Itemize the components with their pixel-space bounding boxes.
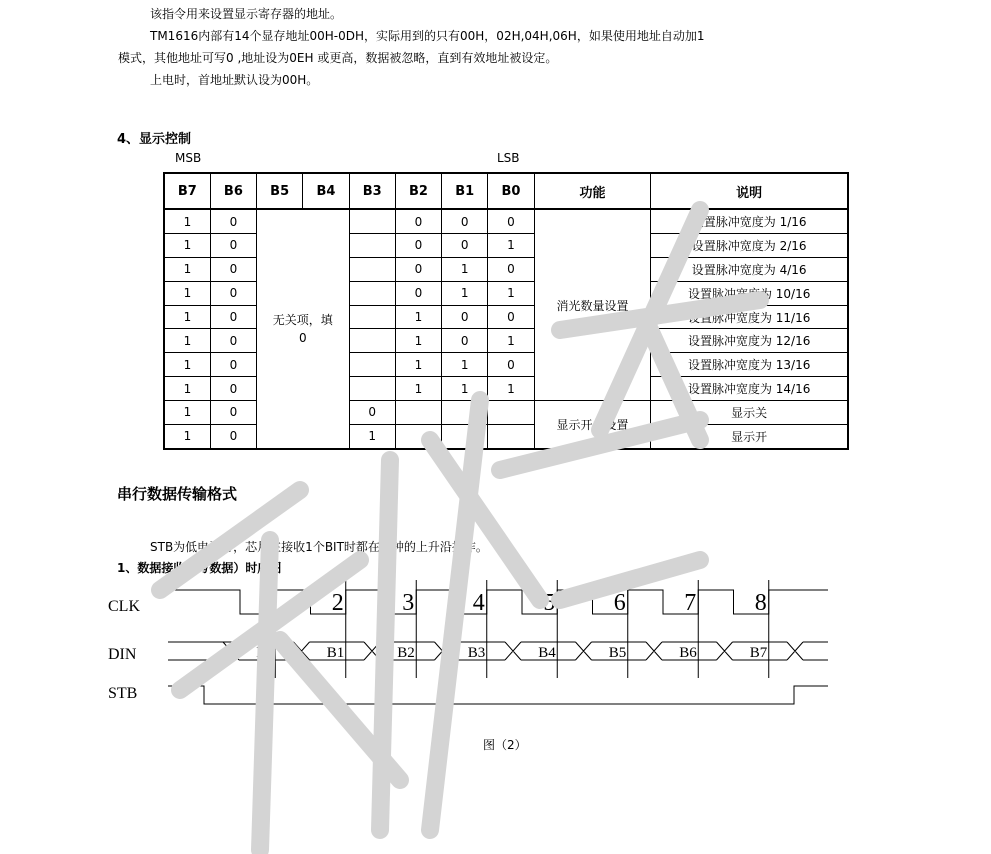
section-title-display-control: 4、显示控制 — [117, 132, 192, 147]
serial-description: STB为低电平时，芯片在接收1个BIT时都在时钟的上升沿操作。 — [150, 540, 488, 554]
cell-b0: 1 — [488, 329, 534, 353]
cell-b6: 0 — [210, 329, 256, 353]
cell-b7: 1 — [164, 281, 210, 305]
din-bit-label: B1 — [326, 645, 345, 661]
cell-b0: 1 — [488, 281, 534, 305]
din-bits — [256, 645, 768, 661]
cell-b0: 0 — [488, 209, 534, 234]
cell-b1: 1 — [442, 377, 488, 401]
clk-number: 4 — [472, 590, 485, 616]
cell-desc: 设置脉冲宽度为 1/16 — [651, 209, 848, 234]
cell-b2: 0 — [395, 257, 441, 281]
din-bit-label: B0 — [256, 645, 274, 661]
din-bit-label: B7 — [749, 645, 768, 661]
table-header-row — [164, 173, 848, 209]
cell-b2: 1 — [395, 329, 441, 353]
paragraph-4: 上电时，首地址默认设为00H。 — [150, 73, 319, 87]
cell-b1: 0 — [442, 329, 488, 353]
cell-b2: 1 — [395, 377, 441, 401]
dontcare-text: 无关项，填 0 — [272, 313, 333, 345]
cell-b2: 1 — [395, 305, 441, 329]
cell-b1: 0 — [442, 305, 488, 329]
header-cell: B5 — [257, 173, 303, 209]
paragraph-1: 该指令用来设置显示寄存器的地址。 — [150, 7, 343, 21]
din-label: DIN — [108, 646, 137, 663]
cell-b7: 1 — [164, 424, 210, 449]
cell-b7: 1 — [164, 305, 210, 329]
cell-b0: 0 — [488, 353, 534, 377]
cell-b7: 1 — [164, 401, 210, 425]
header-cell: B2 — [395, 173, 441, 209]
clk-number: 7 — [684, 590, 697, 616]
cell-b7: 1 — [164, 209, 210, 234]
cell-desc: 设置脉冲宽度为 10/16 — [651, 281, 848, 305]
paragraph-3: 模式，其他地址可写0 ,地址设为0EH 或更高，数据被忽略，直到有效地址被设定。 — [118, 51, 558, 65]
cell-b1: 1 — [442, 281, 488, 305]
cell-b0: 0 — [488, 305, 534, 329]
clk-number: 8 — [754, 590, 767, 616]
cell-desc: 设置脉冲宽度为 11/16 — [651, 305, 848, 329]
din-bit-label: B3 — [467, 645, 486, 661]
cell-b6: 0 — [210, 257, 256, 281]
write-timing-subtitle: 1、数据接收（写数据）时序图 — [117, 561, 282, 575]
cell-b6: 0 — [210, 401, 256, 425]
func-switch-cell: 显示开关设置 — [534, 401, 651, 449]
header-cell: B1 — [442, 173, 488, 209]
clk-number: 6 — [613, 590, 626, 616]
stb-waveform — [168, 686, 828, 704]
cell-b6: 0 — [210, 353, 256, 377]
cell-b3: 0 — [349, 401, 395, 425]
cell-b0: 1 — [488, 377, 534, 401]
stb-label: STB — [108, 685, 138, 702]
cell-b7: 1 — [164, 353, 210, 377]
header-cell: B3 — [349, 173, 395, 209]
cell-b1: 0 — [442, 209, 488, 234]
cell-b7: 1 — [164, 257, 210, 281]
cell-b2 — [395, 401, 441, 425]
header-cell: B7 — [164, 173, 210, 209]
dontcare-cell — [257, 209, 350, 449]
header-cell: 说明 — [651, 173, 848, 209]
cell-b1: 0 — [442, 234, 488, 258]
cell-desc: 显示开 — [651, 424, 848, 449]
timing-diagram — [108, 580, 838, 710]
cell-b0 — [488, 424, 534, 449]
cell-desc: 设置脉冲宽度为 4/16 — [651, 257, 848, 281]
cell-b3 — [349, 329, 395, 353]
cell-b0: 0 — [488, 257, 534, 281]
cell-b3 — [349, 281, 395, 305]
cell-b1 — [442, 424, 488, 449]
header-cell: B0 — [488, 173, 534, 209]
cell-b3 — [349, 305, 395, 329]
clk-number: 2 — [331, 590, 344, 616]
clk-number: 1 — [261, 590, 274, 616]
cell-b2: 0 — [395, 209, 441, 234]
cell-desc: 设置脉冲宽度为 13/16 — [651, 353, 848, 377]
cell-b3 — [349, 209, 395, 234]
table-row — [164, 209, 848, 234]
clk-label: CLK — [108, 598, 140, 615]
cell-desc: 设置脉冲宽度为 14/16 — [651, 377, 848, 401]
header-cell: 功能 — [534, 173, 651, 209]
cell-b0: 1 — [488, 234, 534, 258]
cell-b6: 0 — [210, 424, 256, 449]
din-bit-label: B5 — [608, 645, 627, 661]
cell-b1 — [442, 401, 488, 425]
cell-b3 — [349, 257, 395, 281]
cell-b7: 1 — [164, 234, 210, 258]
cell-desc: 设置脉冲宽度为 2/16 — [651, 234, 848, 258]
cell-b1: 1 — [442, 353, 488, 377]
cell-b2: 0 — [395, 281, 441, 305]
din-bit-label: B6 — [679, 645, 697, 661]
clk-number: 3 — [402, 590, 415, 616]
cell-b3 — [349, 377, 395, 401]
msb-label: MSB — [175, 151, 202, 165]
paragraph-2: TM1616内部有14个显存地址00H-0DH，实际用到的只有00H，02H,04H,06H，如果使用地址自动加1 — [150, 29, 705, 43]
cell-b0 — [488, 401, 534, 425]
figure-caption: 图（2） — [483, 738, 527, 752]
clk-number: 5 — [543, 590, 556, 616]
serial-format-title: 串行数据传输格式 — [117, 485, 238, 503]
header-cell: B6 — [210, 173, 256, 209]
cell-b7: 1 — [164, 377, 210, 401]
cell-b6: 0 — [210, 305, 256, 329]
display-control-table — [163, 172, 849, 450]
cell-b1: 1 — [442, 257, 488, 281]
din-bit-label: B4 — [538, 645, 556, 661]
cell-desc: 设置脉冲宽度为 12/16 — [651, 329, 848, 353]
cell-b3 — [349, 353, 395, 377]
cell-b6: 0 — [210, 281, 256, 305]
lsb-label: LSB — [497, 151, 520, 165]
cell-b2: 0 — [395, 234, 441, 258]
cell-desc: 显示关 — [651, 401, 848, 425]
cell-b7: 1 — [164, 329, 210, 353]
cell-b2 — [395, 424, 441, 449]
func-dim-cell: 消光数量设置 — [534, 209, 651, 401]
cell-b2: 1 — [395, 353, 441, 377]
cell-b3: 1 — [349, 424, 395, 449]
din-bit-label: B2 — [397, 645, 415, 661]
clk-numbers — [261, 590, 767, 616]
cell-b6: 0 — [210, 209, 256, 234]
header-cell: B4 — [303, 173, 349, 209]
cell-b6: 0 — [210, 377, 256, 401]
cell-b6: 0 — [210, 234, 256, 258]
cell-b3 — [349, 234, 395, 258]
